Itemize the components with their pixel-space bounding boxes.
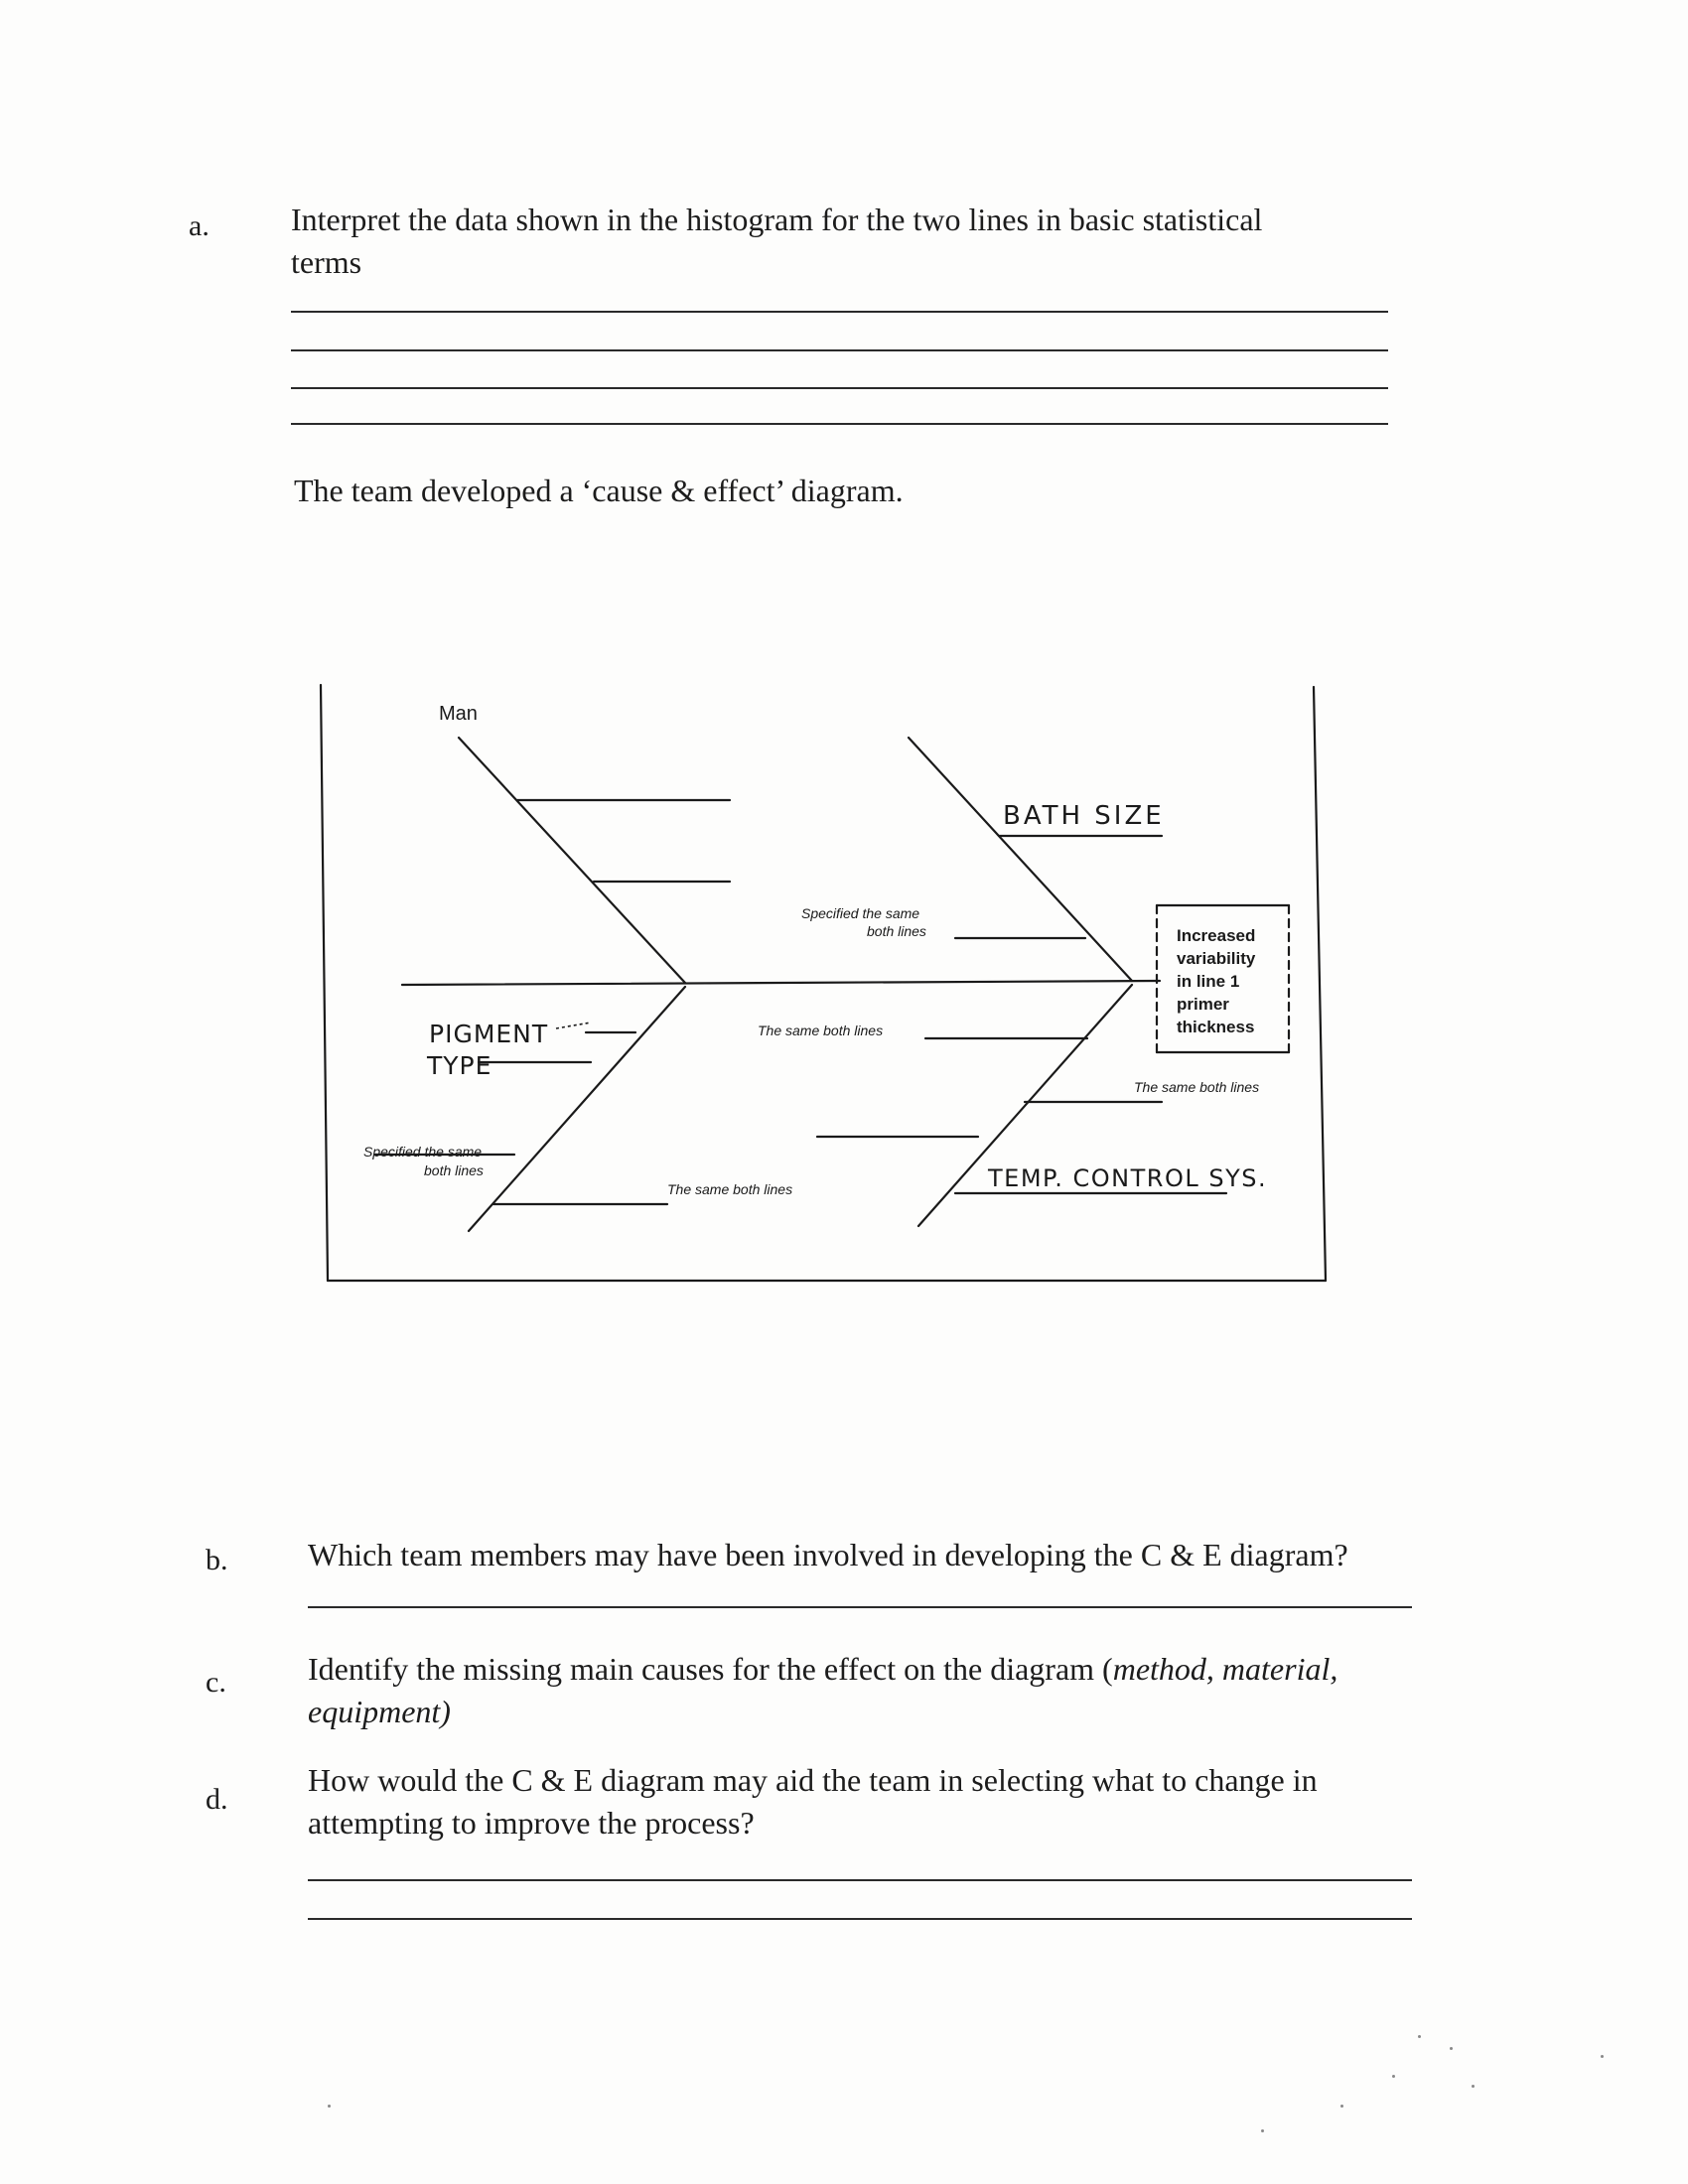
scan-speck [1261,2129,1264,2132]
question-b-text: Which team members may have been involved in developing the C & E diagram? [308,1537,1348,1572]
label-bath-size: BATH SIZE [1003,801,1165,831]
question-a-letter: a. [189,209,210,242]
effect-line-3: in line 1 [1177,972,1240,991]
scan-speck [1601,2055,1604,2058]
effect-line-4: primer [1177,995,1229,1014]
diagram-intro: The team developed a ‘cause & effect’ diagram. [294,473,904,508]
spine-arrow [402,981,1160,985]
pigment-arrow [556,1023,591,1028]
note-specified-upper-2: both lines [867,923,926,939]
label-pigment: PIGMENT [429,1020,549,1048]
question-c-text-plain: Identify the missing main causes for the effect on the diagram ( [308,1651,1113,1687]
answer-line-b[interactable] [308,1606,1412,1608]
note-specified-lower-2: both lines [424,1162,484,1178]
note-same-middle: The same both lines [758,1023,884,1038]
answer-line-d-1[interactable] [308,1879,1412,1881]
label-type: TYPE [427,1051,492,1080]
note-same-right: The same both lines [1134,1079,1260,1095]
scan-speck [328,2105,331,2108]
scan-speck [1392,2075,1395,2078]
bone-man [459,738,685,983]
label-temp-control: TEMP. CONTROL SYS. [988,1164,1268,1192]
question-d-letter: d. [206,1783,228,1816]
effect-line-5: thickness [1177,1018,1255,1036]
bone-bath-size [909,738,1132,981]
question-a-text: Interpret the data shown in the histogram for the two lines in basic statistical terms [291,202,1263,281]
frame-right [1314,687,1326,1281]
scan-speck [1472,2085,1475,2088]
answer-line-d-2[interactable] [308,1918,1412,1920]
scan-speck [1450,2047,1453,2050]
frame-left [321,685,328,1281]
question-b-letter: b. [206,1544,228,1576]
scan-speck [1418,2035,1421,2038]
label-man: Man [439,703,478,725]
scan-speck [1340,2105,1343,2108]
effect-line-1: Increased [1177,926,1256,945]
question-c-text-italic: method, material, equipment) [308,1651,1338,1730]
note-same-bottom: The same both lines [667,1181,793,1197]
note-specified-lower-1: Specified the same [363,1144,483,1160]
question-c-text [308,1648,1420,1733]
question-c-letter: c. [206,1666,226,1699]
effect-line-2: variability [1177,949,1256,968]
question-d-text: How would the C & E diagram may aid the team in selecting what to change in attempting to improve the process? [308,1762,1318,1842]
note-specified-upper-1: Specified the same [801,905,920,921]
